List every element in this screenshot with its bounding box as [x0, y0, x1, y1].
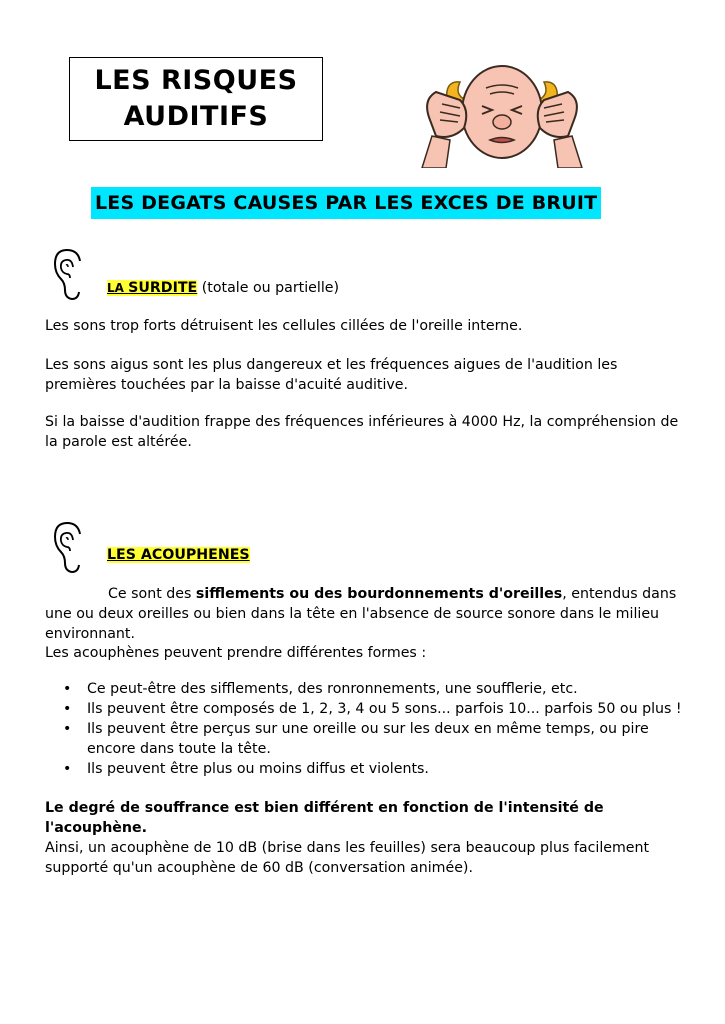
acouphenes-bullet-list: [45, 679, 685, 779]
acouphenes-label: LES ACOUPHENES: [107, 547, 250, 563]
list-item: [45, 699, 685, 719]
bullet-dot: •: [63, 761, 72, 777]
section-heading: LES DEGATS CAUSES PAR LES EXCES DE BRUIT: [91, 187, 601, 219]
acouphenes-conclusion: [45, 798, 685, 878]
list-item-text: Ce peut-être des sifflements, des ronronnements, une soufflerie, etc.: [87, 681, 578, 697]
acouphenes-intro-bold: sifflements ou des bourdonnements d'oreilles: [195, 586, 563, 602]
acouphenes-label-row: [107, 545, 250, 565]
conclusion-bold: Le degré de souffrance est bien différent en fonction de l'intensité de l'acouphène.: [45, 800, 604, 836]
bullet-dot: •: [63, 701, 72, 717]
man-covering-ears-icon: [402, 60, 602, 168]
page-title: [94, 63, 297, 135]
list-item-text: Ils peuvent être composés de 1, 2, 3, 4 ou 5 sons... parfois 10... parfois 50 ou plus !: [87, 701, 682, 717]
list-item: [45, 679, 685, 699]
conclusion-rest: Ainsi, un acouphène de 10 dB (brise dans les feuilles) sera beaucoup plus facilement supporté qu'un acouphène de 60 dB (conversation animée).: [45, 840, 650, 876]
list-item: [45, 719, 685, 759]
surdite-paragraph-3: Si la baisse d'audition frappe des fréquences inférieures à 4000 Hz, la compréhension de la parole est altérée.: [45, 414, 679, 450]
acouphenes-intro: [45, 584, 685, 644]
surdite-label: [107, 280, 197, 296]
bullet-dot: •: [63, 681, 72, 697]
surdite-label-suffix: (totale ou partielle): [197, 280, 340, 296]
list-item-text: Ils peuvent être plus ou moins diffus et violents.: [87, 761, 429, 777]
ear-icon: [50, 520, 90, 576]
list-item-text: Ils peuvent être perçus sur une oreille ou sur les deux en même temps, ou pire encore dans toute la tête.: [87, 721, 649, 757]
acouphenes-intro-post: , entendus dans une ou deux oreilles ou bien dans la tête en l'absence de source sonore dans le milieu environnant.: [45, 586, 677, 642]
page-title-box: [69, 57, 323, 141]
list-item: [45, 759, 685, 779]
surdite-label-row: [107, 278, 339, 298]
surdite-label-small: LA: [107, 281, 129, 295]
acouphenes-forms-intro: Les acouphènes peuvent prendre différentes formes :: [45, 645, 427, 661]
title-line-2: AUDITIFS: [123, 101, 269, 132]
title-line-1: LES RISQUES: [94, 65, 298, 96]
bullet-dot: •: [63, 721, 72, 737]
acouphenes-intro-pre: Ce sont des: [108, 586, 196, 602]
surdite-label-big: SURDITE: [128, 280, 198, 296]
surdite-paragraph-1: Les sons trop forts détruisent les cellules cillées de l'oreille interne.: [45, 318, 523, 334]
ear-icon: [50, 247, 90, 303]
surdite-paragraph-2: Les sons aigus sont les plus dangereux et les fréquences aigues de l'audition les premières touchées par la baisse d'acuité auditive.: [45, 357, 618, 393]
